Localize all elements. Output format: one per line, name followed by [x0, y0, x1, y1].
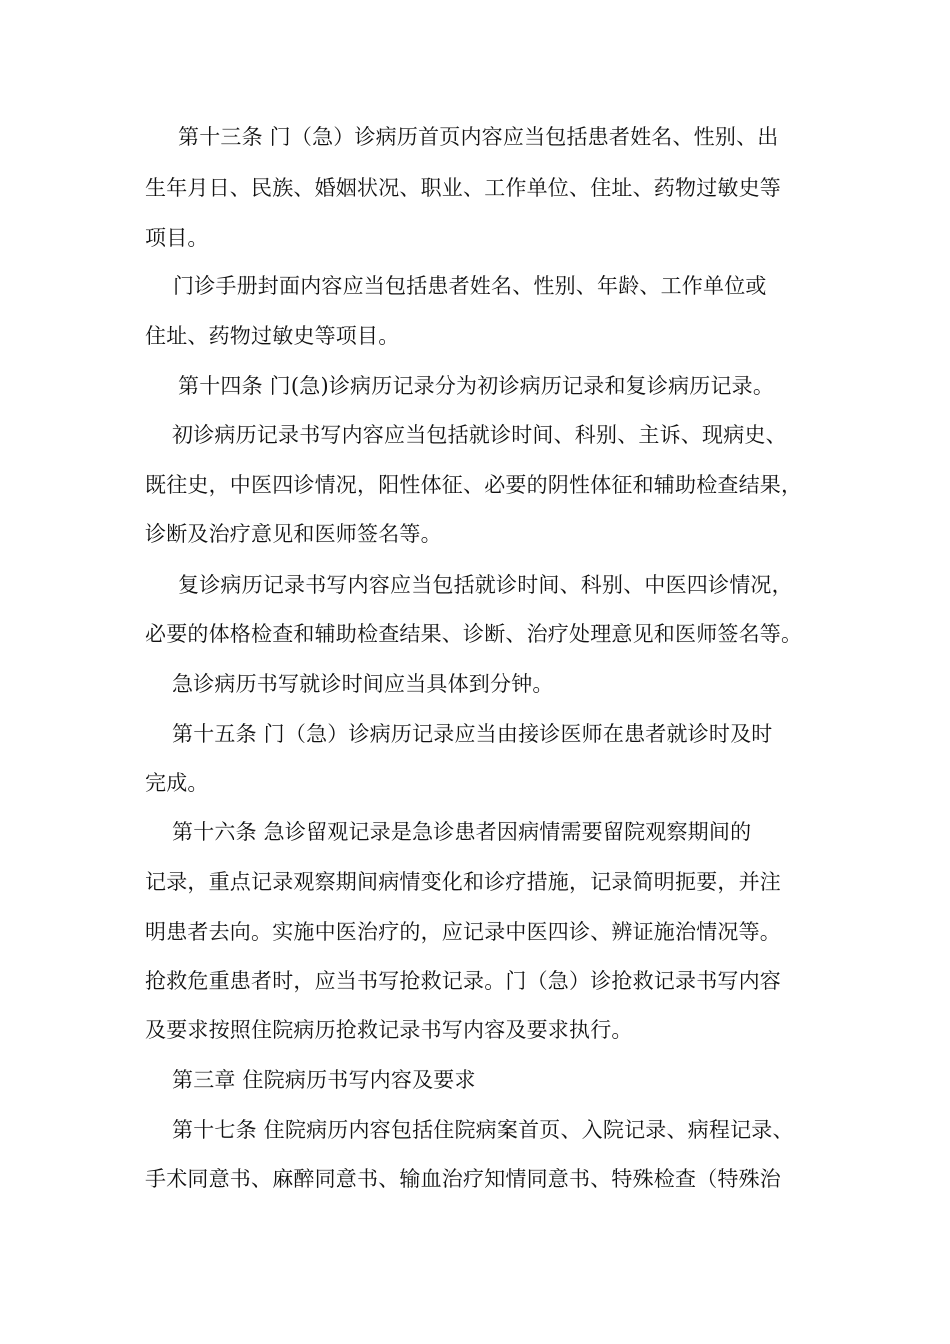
text-line: 项目。 [145, 226, 209, 250]
text-line: 生年月日、民族、婚姻状况、职业、工作单位、住址、药物过敏史等 [145, 176, 781, 200]
text-line: 第十五条 门（急）诊病历记录应当由接诊医师在患者就诊时及时 [172, 722, 773, 746]
text-line: 及要求按照住院病历抢救记录书写内容及要求执行。 [145, 1018, 633, 1042]
text-line: 抢救危重患者时，应当书写抢救记录。门（急）诊抢救记录书写内容 [145, 969, 781, 993]
text-line: 完成。 [145, 771, 209, 795]
text-line: 明患者去向。实施中医治疗的，应记录中医四诊、辨证施治情况等。 [145, 920, 781, 944]
text-line: 第十六条 急诊留观记录是急诊患者因病情需要留院观察期间的 [172, 820, 752, 844]
text-line: 第十四条 门(急)诊病历记录分为初诊病历记录和复诊病历记录。 [178, 374, 775, 398]
text-line: 复诊病历记录书写内容应当包括就诊时间、科别、中医四诊情况， [178, 573, 793, 597]
text-line: 手术同意书、麻醉同意书、输血治疗知情同意书、特殊检查（特殊治 [145, 1167, 781, 1191]
text-line: 记录，重点记录观察期间病情变化和诊疗措施，记录简明扼要，并注 [145, 870, 781, 894]
text-line: 第十三条 门（急）诊病历首页内容应当包括患者姓名、性别、出 [178, 125, 779, 149]
text-line: 门诊手册封面内容应当包括患者姓名、性别、年龄、工作单位或 [173, 274, 767, 298]
chapter-heading: 第三章 住院病历书写内容及要求 [172, 1068, 476, 1092]
text-line: 必要的体格检查和辅助检查结果、诊断、治疗处理意见和医师签名等。 [145, 622, 803, 646]
text-line: 急诊病历书写就诊时间应当具体到分钟。 [172, 672, 554, 696]
text-line: 既往史，中医四诊情况，阳性体征、必要的阴性体征和辅助检查结果， [145, 473, 803, 497]
text-line: 住址、药物过敏史等项目。 [145, 324, 400, 348]
text-line: 诊断及治疗意见和医师签名等。 [145, 522, 442, 546]
text-line: 初诊病历记录书写内容应当包括就诊时间、科别、主诉、现病史、 [172, 423, 787, 447]
text-line: 第十七条 住院病历内容包括住院病案首页、入院记录、病程记录、 [172, 1118, 794, 1142]
